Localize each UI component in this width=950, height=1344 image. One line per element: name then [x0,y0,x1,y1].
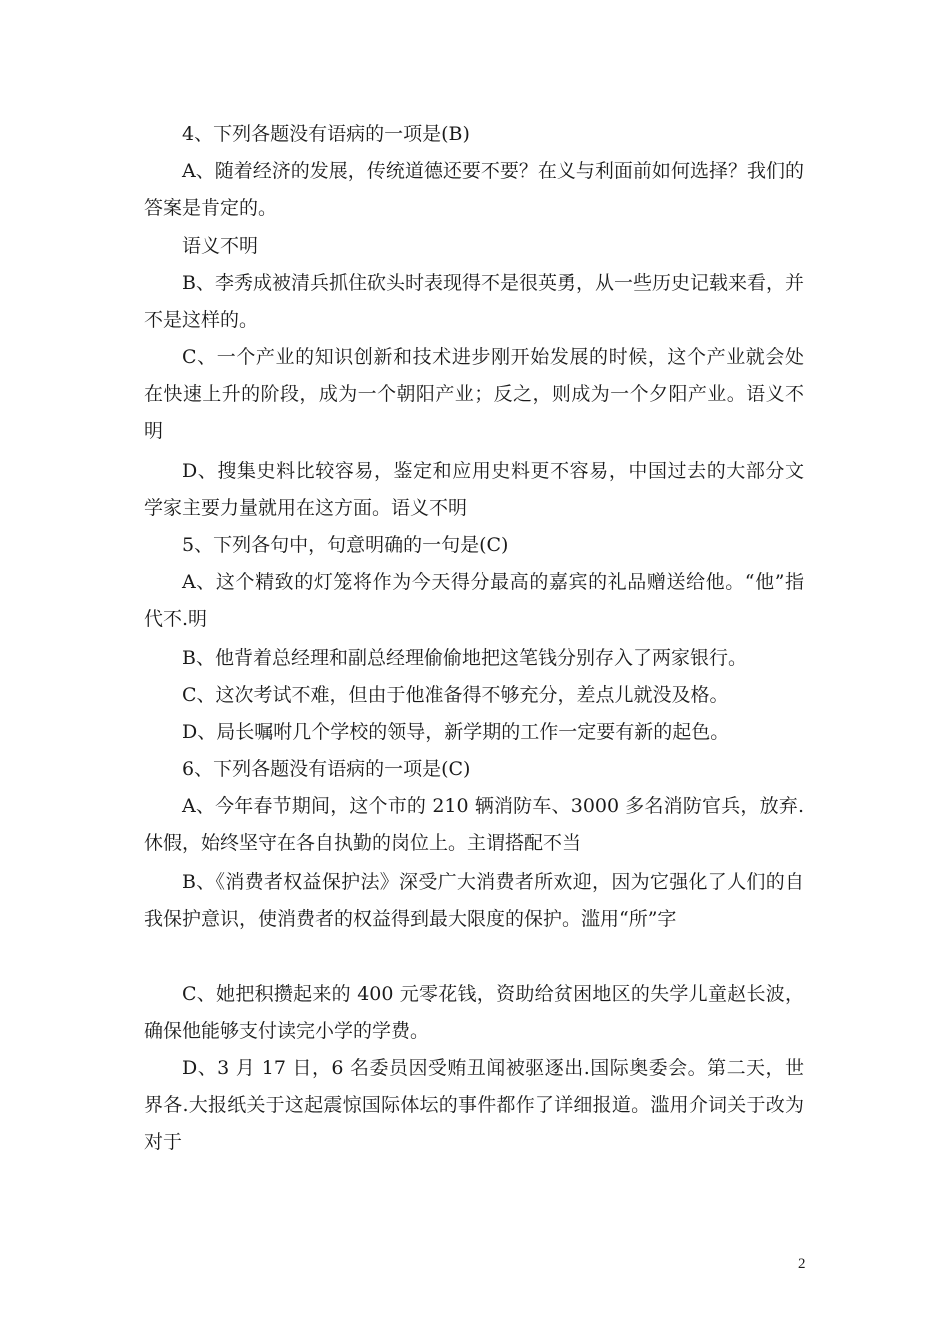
q4-option-a-note: 语义不明 [182,235,259,257]
q6-option-a: A、今年春节期间，这个市的 210 辆消防车、3000 多名消防官兵，放弃.休假，始终坚守在各自执勤的岗位上。主谓搭配不当 [144,795,804,854]
q4-option-d: D、搜集史料比较容易，鉴定和应用史料更不容易，中国过去的大部分文学家主要力量就用在这方面。语义不明 [144,460,804,519]
q4-stem: 4、下列各题没有语病的一项是(B) [182,123,470,145]
q6-option-b: B、《消费者权益保护法》深受广大消费者所欢迎，因为它强化了人们的自我保护意识，使消费者的权益得到最大限度的保护。滥用“所”字 [144,871,804,930]
q6-stem: 6、下列各题没有语病的一项是(C) [182,758,471,780]
q5-option-a: A、这个精致的灯笼将作为今天得分最高的嘉宾的礼品赠送给他。“他”指代不.明 [144,571,804,630]
q4-option-c: C、一个产业的知识创新和技术进步刚开始发展的时候，这个产业就会处在快速上升的阶段，成为一个朝阳产业；反之，则成为一个夕阳产业。语义不明 [144,346,804,442]
q6-option-c: C、她把积攒起来的 400 元零花钱，资助给贫困地区的失学儿童赵长波，确保他能够支付读完小学的学费。 [144,983,804,1042]
q5-option-b: B、他背着总经理和副总经理偷偷地把这笔钱分别存入了两家银行。 [182,647,747,669]
q6-option-d: D、3 月 17 日，6 名委员因受贿丑闻被驱逐出.国际奥委会。第二天，世界各.大报纸关于这起震惊国际体坛的事件都作了详细报道。滥用介词关于改为对于 [144,1057,804,1153]
q5-option-c: C、这次考试不难，但由于他准备得不够充分，差点儿就没及格。 [182,684,729,706]
q4-option-a: A、随着经济的发展，传统道德还要不要？在义与利面前如何选择？我们的答案是肯定的。 [144,160,804,219]
page-number: 2 [798,1256,806,1272]
q5-option-d: D、局长嘱咐几个学校的领导，新学期的工作一定要有新的起色。 [182,721,730,743]
q4-option-b: B、李秀成被清兵抓住砍头时表现得不是很英勇，从一些历史记载来看，并不是这样的。 [144,272,804,331]
q5-stem: 5、下列各句中，句意明确的一句是(C) [182,534,509,556]
